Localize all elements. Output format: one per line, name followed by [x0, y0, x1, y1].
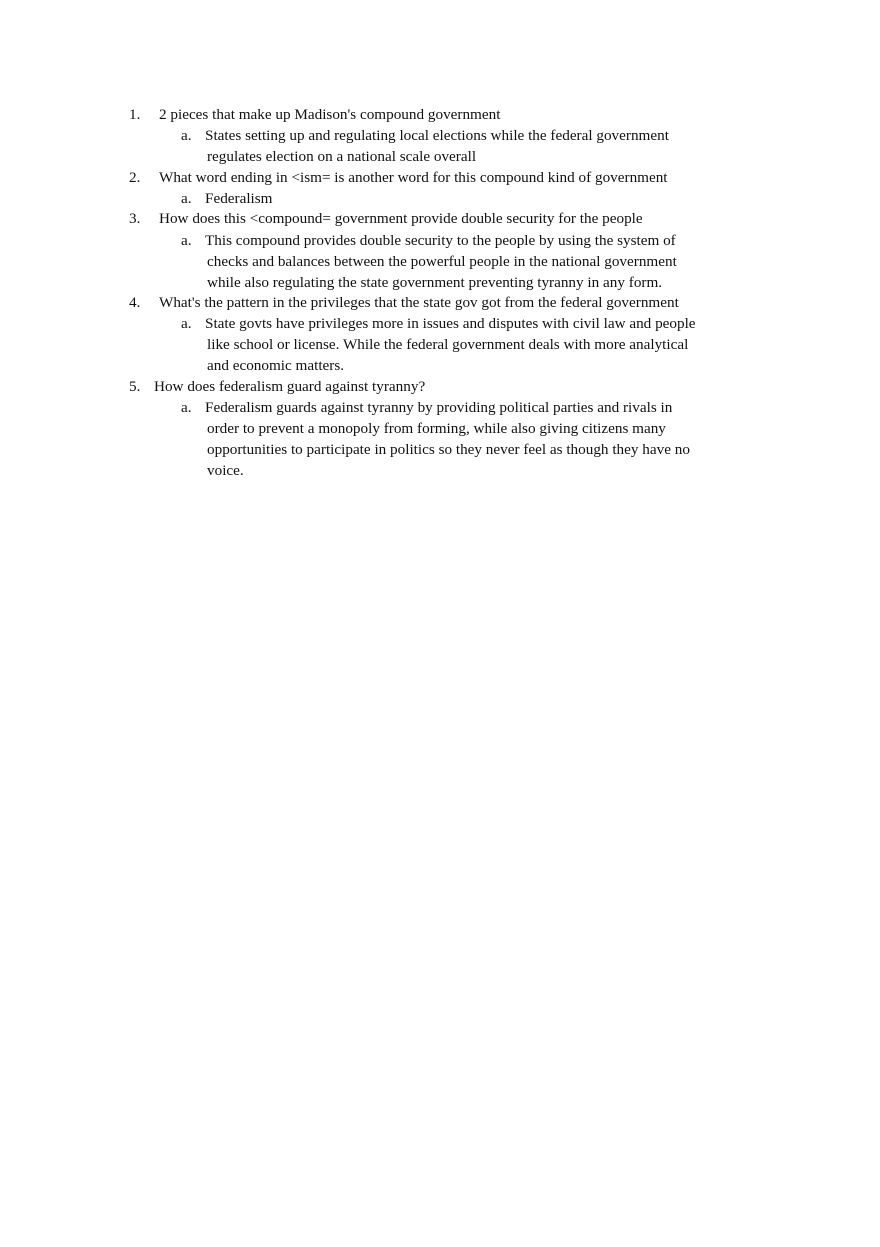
answer-line: Federalism	[205, 190, 273, 207]
answer-line: State govts have privileges more in issues and disputes with civil law and people	[205, 315, 696, 332]
answer-text	[205, 125, 725, 167]
answer-letter: a.	[181, 232, 192, 249]
answer-line: This compound provides double security to the people by using the system of	[205, 232, 676, 249]
question-item	[0, 104, 880, 125]
answer-item	[0, 230, 880, 293]
answer-item	[0, 313, 880, 376]
answer-line: and economic matters.	[207, 357, 345, 374]
answer-text	[205, 188, 725, 209]
answer-text	[205, 230, 725, 293]
answer-text	[205, 397, 725, 481]
question-item	[0, 167, 880, 188]
answer-line: opportunities to participate in politics so they never feel as though they have no	[207, 441, 690, 458]
answer-line: States setting up and regulating local elections while the federal government	[205, 127, 669, 144]
answer-line: like school or license. While the federal government deals with more analytical	[207, 336, 689, 353]
answer-line: checks and balances between the powerful people in the national government	[207, 253, 677, 270]
answer-line: voice.	[207, 462, 244, 479]
question-number: 5.	[129, 378, 141, 395]
question-item	[0, 208, 880, 229]
question-number: 3.	[129, 210, 141, 227]
answer-letter: a.	[181, 399, 192, 416]
answer-item	[0, 125, 880, 167]
answer-line: Federalism guards against tyranny by providing political parties and rivals in	[205, 399, 673, 416]
answer-line: while also regulating the state government preventing tyranny in any form.	[207, 274, 663, 291]
answer-item	[0, 188, 880, 209]
question-item	[0, 292, 880, 313]
question-number: 1.	[129, 106, 141, 123]
answer-text	[205, 313, 725, 376]
question-text: What's the pattern in the privileges that the state gov got from the federal government	[159, 294, 679, 311]
question-text: What word ending in <ism= is another word for this compound kind of government	[159, 169, 668, 186]
answer-line: regulates election on a national scale overall	[207, 148, 477, 165]
question-text: 2 pieces that make up Madison's compound government	[159, 106, 501, 123]
answer-item	[0, 397, 880, 481]
answer-letter: a.	[181, 127, 192, 144]
answer-letter: a.	[181, 315, 192, 332]
question-text: How does this <compound= government provide double security for the people	[159, 210, 643, 227]
question-number: 4.	[129, 294, 141, 311]
answer-line: order to prevent a monopoly from forming, while also giving citizens many	[207, 420, 666, 437]
answer-letter: a.	[181, 190, 192, 207]
question-item	[0, 376, 880, 397]
question-text: How does federalism guard against tyranny?	[154, 378, 426, 395]
question-number: 2.	[129, 169, 141, 186]
